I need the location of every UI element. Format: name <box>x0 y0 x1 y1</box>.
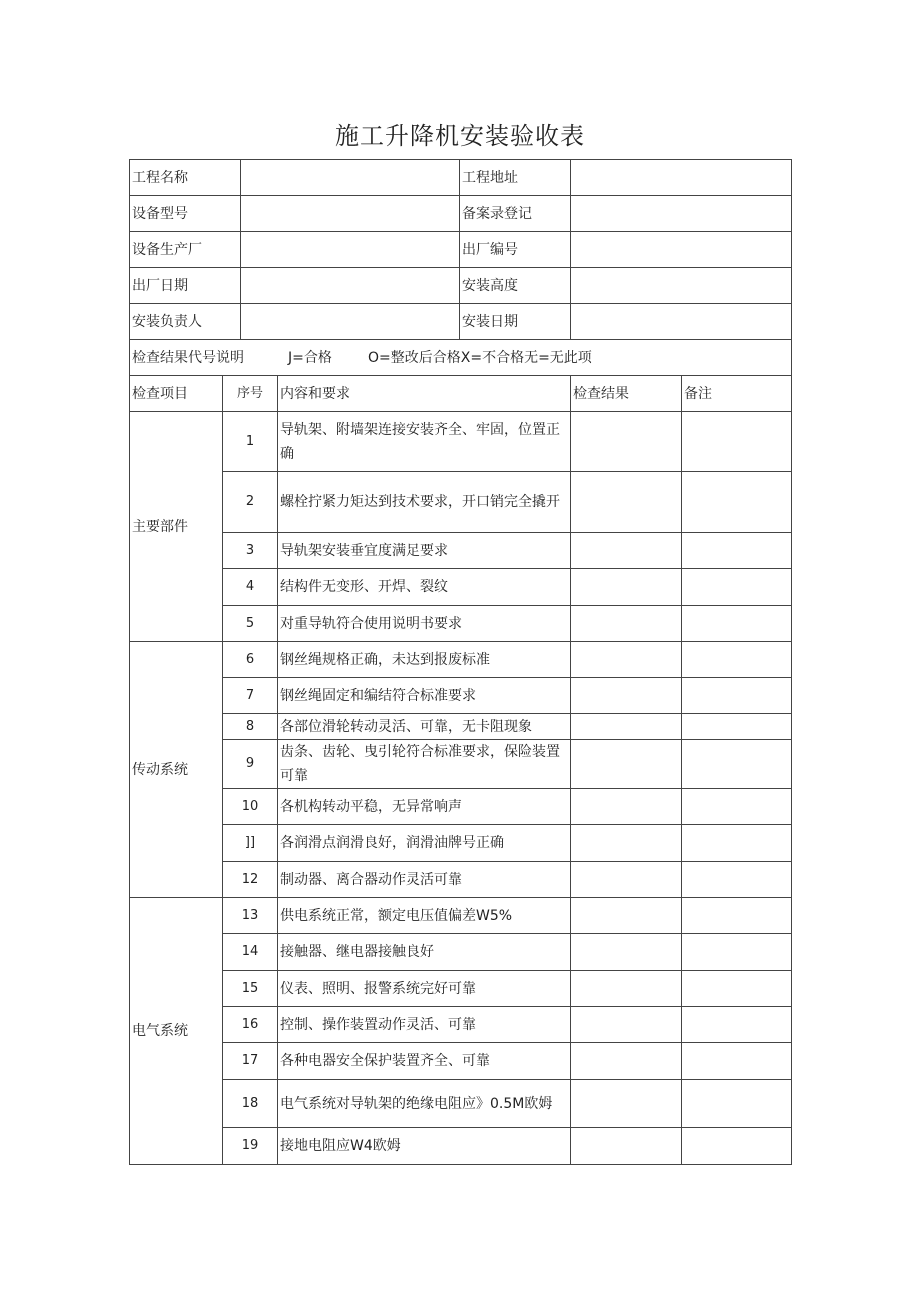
result-cell[interactable] <box>571 1080 682 1128</box>
result-cell[interactable] <box>571 606 682 642</box>
table-row <box>130 740 792 789</box>
result-cell[interactable] <box>571 740 682 789</box>
info-row <box>130 268 792 304</box>
row-seq: 18 <box>223 1080 278 1128</box>
header-item: 检查项目 <box>130 376 223 412</box>
install-height-label: 安装高度 <box>460 268 571 304</box>
table-row <box>130 678 792 714</box>
row-seq: 1 <box>223 412 278 472</box>
table-row <box>130 934 792 971</box>
row-content: 仪表、照明、报警系统完好可靠 <box>278 971 571 1007</box>
result-cell[interactable] <box>571 1007 682 1043</box>
row-content: 电气系统对导轨架的绝缘电阻应》0.5M欧姆 <box>278 1080 571 1128</box>
remark-cell[interactable] <box>682 1080 792 1128</box>
row-content: 导轨架、附墙架连接安装齐全、牢固，位置正确 <box>278 412 571 472</box>
remark-cell[interactable] <box>682 472 792 533</box>
remark-cell[interactable] <box>682 1043 792 1080</box>
remark-cell[interactable] <box>682 606 792 642</box>
table-row <box>130 898 792 934</box>
row-seq: 9 <box>223 740 278 789</box>
row-seq: 4 <box>223 569 278 606</box>
result-cell[interactable] <box>571 569 682 606</box>
row-seq: 13 <box>223 898 278 934</box>
header-result: 检查结果 <box>571 376 682 412</box>
factory-date-label: 出厂日期 <box>130 268 241 304</box>
remark-cell[interactable] <box>682 678 792 714</box>
info-row <box>130 232 792 268</box>
factory-date-field[interactable] <box>241 268 460 304</box>
row-content: 各机构转动平稳，无异常响声 <box>278 789 571 825</box>
row-content: 螺栓拧紧力矩达到技术要求，开口销完全撬开 <box>278 472 571 533</box>
info-row <box>130 196 792 232</box>
result-cell[interactable] <box>571 934 682 971</box>
legend <box>130 340 792 376</box>
table-row <box>130 1128 792 1165</box>
table-row <box>130 825 792 862</box>
legend-rectified: O=整改后合格 <box>368 349 461 366</box>
result-cell[interactable] <box>571 472 682 533</box>
result-cell[interactable] <box>571 412 682 472</box>
row-seq: 15 <box>223 971 278 1007</box>
row-content: 接地电阻应W4欧姆 <box>278 1128 571 1165</box>
result-cell[interactable] <box>571 898 682 934</box>
row-seq: 7 <box>223 678 278 714</box>
table-row <box>130 642 792 678</box>
install-leader-label: 安装负责人 <box>130 304 241 340</box>
row-seq: 6 <box>223 642 278 678</box>
table-row <box>130 862 792 898</box>
info-row <box>130 304 792 340</box>
row-content: 钢丝绳固定和编结符合标准要求 <box>278 678 571 714</box>
manufacturer-label: 设备生产厂 <box>130 232 241 268</box>
project-address-field[interactable] <box>571 160 792 196</box>
remark-cell[interactable] <box>682 898 792 934</box>
row-seq: 10 <box>223 789 278 825</box>
factory-number-field[interactable] <box>571 232 792 268</box>
install-height-field[interactable] <box>571 268 792 304</box>
result-cell[interactable] <box>571 1043 682 1080</box>
table-row <box>130 569 792 606</box>
table-row <box>130 971 792 1007</box>
result-cell[interactable] <box>571 862 682 898</box>
equipment-model-label: 设备型号 <box>130 196 241 232</box>
remark-cell[interactable] <box>682 1007 792 1043</box>
factory-number-label: 出厂编号 <box>460 232 571 268</box>
row-content: 供电系统正常，额定电压值偏差W5% <box>278 898 571 934</box>
header-content: 内容和要求 <box>278 376 571 412</box>
manufacturer-field[interactable] <box>241 232 460 268</box>
table-row <box>130 606 792 642</box>
row-content: 各部位滑轮转动灵活、可靠，无卡阻现象 <box>278 714 571 740</box>
result-cell[interactable] <box>571 714 682 740</box>
header-row <box>130 376 792 412</box>
row-seq: 3 <box>223 533 278 569</box>
project-address-label: 工程地址 <box>460 160 571 196</box>
remark-cell[interactable] <box>682 740 792 789</box>
row-seq: 17 <box>223 1043 278 1080</box>
row-content: 各润滑点润滑良好，润滑油牌号正确 <box>278 825 571 862</box>
row-seq: 19 <box>223 1128 278 1165</box>
result-cell[interactable] <box>571 678 682 714</box>
result-cell[interactable] <box>571 971 682 1007</box>
row-content: 制动器、离合器动作灵活可靠 <box>278 862 571 898</box>
remark-cell[interactable] <box>682 934 792 971</box>
install-date-field[interactable] <box>571 304 792 340</box>
registration-field[interactable] <box>571 196 792 232</box>
result-cell[interactable] <box>571 825 682 862</box>
header-remark: 备注 <box>682 376 792 412</box>
header-seq: 序号 <box>223 376 278 412</box>
row-seq: 12 <box>223 862 278 898</box>
registration-label: 备案录登记 <box>460 196 571 232</box>
row-content: 各种电器安全保护装置齐全、可靠 <box>278 1043 571 1080</box>
legend-label: 检查结果代号说明 <box>132 349 244 366</box>
row-seq: 14 <box>223 934 278 971</box>
row-seq: ]] <box>223 825 278 862</box>
result-cell[interactable] <box>571 642 682 678</box>
remark-cell[interactable] <box>682 789 792 825</box>
row-content: 结构件无变形、开焊、裂纹 <box>278 569 571 606</box>
equipment-model-field[interactable] <box>241 196 460 232</box>
table-row <box>130 1043 792 1080</box>
group-main: 主要部件 <box>130 412 223 642</box>
row-seq: 8 <box>223 714 278 740</box>
remark-cell[interactable] <box>682 642 792 678</box>
table-row <box>130 714 792 740</box>
table-row <box>130 472 792 533</box>
table-row <box>130 1080 792 1128</box>
table-row <box>130 1007 792 1043</box>
acceptance-table <box>129 159 792 1165</box>
table-row <box>130 412 792 472</box>
row-content: 钢丝绳规格正确，未达到报废标准 <box>278 642 571 678</box>
result-cell[interactable] <box>571 1128 682 1165</box>
project-name-field[interactable] <box>241 160 460 196</box>
remark-cell[interactable] <box>682 1128 792 1165</box>
row-content: 齿条、齿轮、曳引轮符合标准要求，保险装置可靠 <box>278 740 571 789</box>
row-seq: 16 <box>223 1007 278 1043</box>
row-content: 接触器、继电器接触良好 <box>278 934 571 971</box>
remark-cell[interactable] <box>682 533 792 569</box>
page-title: 施工升降机安装验收表 <box>335 122 585 150</box>
remark-cell[interactable] <box>682 971 792 1007</box>
remark-cell[interactable] <box>682 714 792 740</box>
remark-cell[interactable] <box>682 412 792 472</box>
row-content: 导轨架安装垂宜度满足要求 <box>278 533 571 569</box>
table-row <box>130 533 792 569</box>
remark-cell[interactable] <box>682 825 792 862</box>
table-row <box>130 789 792 825</box>
install-leader-field[interactable] <box>241 304 460 340</box>
group-drive: 传动系统 <box>130 642 223 898</box>
group-electric: 电气系统 <box>130 898 223 1165</box>
row-seq: 2 <box>223 472 278 533</box>
legend-row <box>130 340 792 376</box>
legend-pass: J=合格 <box>288 349 332 366</box>
row-seq: 5 <box>223 606 278 642</box>
result-cell[interactable] <box>571 533 682 569</box>
row-content: 对重导轨符合使用说明书要求 <box>278 606 571 642</box>
result-cell[interactable] <box>571 789 682 825</box>
row-content: 控制、操作装置动作灵活、可靠 <box>278 1007 571 1043</box>
remark-cell[interactable] <box>682 862 792 898</box>
legend-fail-na: X=不合格无=无此项 <box>460 349 592 366</box>
remark-cell[interactable] <box>682 569 792 606</box>
info-row <box>130 160 792 196</box>
install-date-label: 安装日期 <box>460 304 571 340</box>
project-name-label: 工程名称 <box>130 160 241 196</box>
